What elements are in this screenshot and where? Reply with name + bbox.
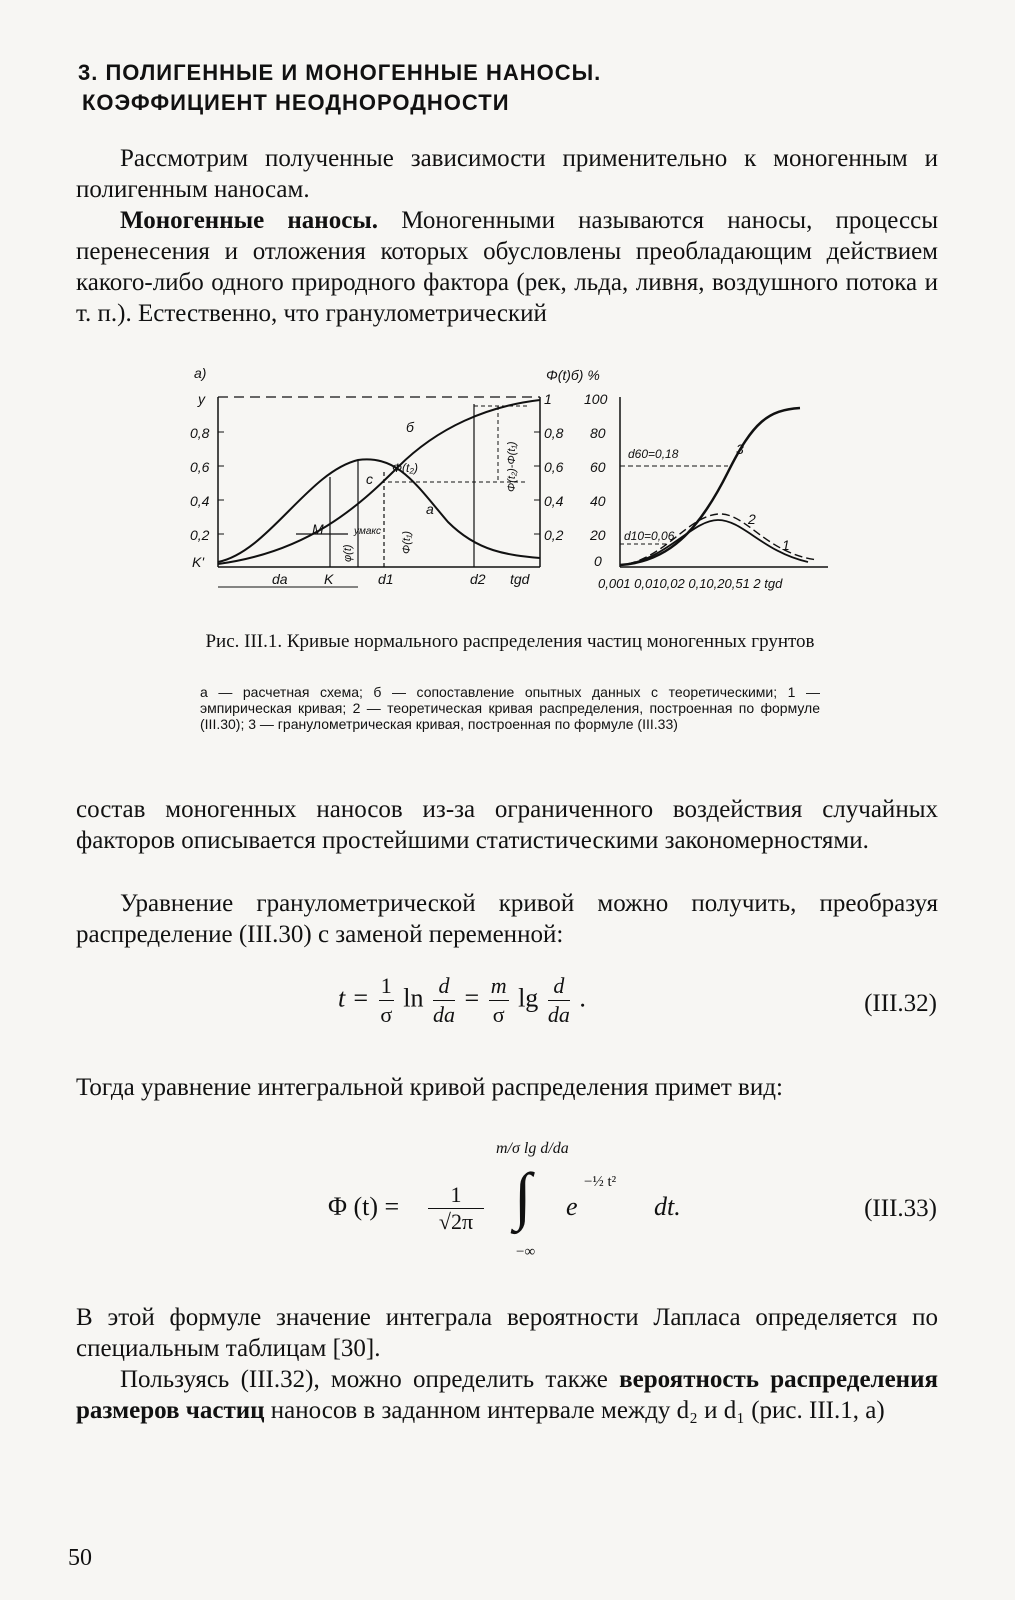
paragraph-4: Уравнение гранулометрической кривой можно получить, преобразуя распределение (III.30) с заменой переменной:	[76, 890, 938, 948]
eq32-sigma: σ	[380, 1002, 393, 1027]
mid-ticks	[534, 391, 564, 543]
term-probability: вероятность распределения размеров частиц	[76, 1366, 938, 1424]
x-label-d1: d1	[378, 571, 394, 587]
figure-III-1	[188, 362, 848, 612]
phi-t-label: φ(t)	[342, 544, 354, 562]
phi-t2-label: Φ(t₂)	[392, 461, 418, 475]
x-label-k: K	[324, 571, 334, 587]
paragraph-7-b: наносов в заданном интервале между d₂ и d₁ (рис. III.1, а)	[264, 1397, 885, 1424]
paragraph-3: состав моногенных наносов из-за ограниченного воздействия случайных факторов описывается простейшими статистическими закономерностями.	[76, 796, 938, 854]
section-heading	[78, 58, 601, 118]
eq32-end: .	[579, 983, 586, 1013]
eq33-e: e	[566, 1192, 578, 1221]
mid-tick-1: 1	[544, 391, 552, 407]
curve-2-label: 2	[748, 511, 756, 527]
eq33-number: (III.33)	[864, 1195, 937, 1222]
x-labels-b: 0,001 0,010,02 0,10,20,51 2 tgd	[598, 576, 783, 591]
term-monogenic: Моногенные наносы.	[120, 207, 379, 234]
mid-tick-0-4: 0,4	[544, 493, 564, 509]
tick-0-4: 0,4	[190, 493, 210, 509]
eq32-d2: d	[548, 972, 570, 1001]
eq33-sqrt: √2π	[438, 1209, 474, 1234]
paragraph-2-text: Моногенными называются наносы, процессы перенесения и отложения которых обусловлены преобладающим действием какого-либо одного природного фактора (рек, льда, ливня, воздушного потока и т. п.). Естественно, что гранулометрический	[76, 207, 938, 327]
curve-b-label: б	[406, 419, 414, 435]
paragraph-1: Рассмотрим полученные зависимости применительно к моногенным и полигенным наносам.	[76, 145, 938, 203]
tick-0-2: 0,2	[190, 527, 210, 543]
page-number: 50	[68, 1545, 92, 1571]
pct-ticks	[584, 391, 608, 569]
paragraph-6: В этой формуле значение интеграла вероятности Лапласа определяется по специальным таблицам [30].	[76, 1304, 938, 1362]
figure-legend: а — расчетная схема; б — сопоставление опытных данных с теоретическими; 1 — эмпирическая кривая; 2 — теоретическая кривая распределения, построенная по формуле (III.30); 3 — гранулометрическая кривая, построенная по формуле (III.33)	[200, 684, 820, 732]
integral-sign: ∫	[514, 1160, 532, 1231]
pct-40: 40	[590, 493, 606, 509]
eq33-upper-limit: m/σ lg d/da	[496, 1140, 569, 1157]
eq33-lhs: Φ (t) =	[328, 1192, 400, 1221]
eq32-da: da	[433, 1002, 456, 1027]
point-c-label: с	[366, 471, 373, 487]
panel-a-label: а)	[194, 365, 207, 381]
eq32-one: 1	[379, 972, 394, 1001]
k-prime-label: K'	[192, 554, 205, 570]
phi-t1-label: Φ(t₁)	[401, 530, 413, 554]
eq32-lg: lg	[518, 983, 539, 1013]
mid-tick-0-8: 0,8	[544, 425, 564, 441]
pct-100: 100	[584, 391, 608, 407]
eq32-m: m	[489, 972, 509, 1001]
left-ticks	[190, 425, 224, 570]
eq32-d: d	[433, 972, 455, 1001]
pct-80: 80	[590, 425, 606, 441]
right-axis-title: Φ(t)б) %	[546, 367, 600, 383]
point-m-label: М	[312, 521, 324, 537]
eq32-sigma2: σ	[492, 1002, 505, 1027]
curve-3-label: 3	[736, 441, 744, 457]
x-label-da: da	[272, 571, 288, 587]
tick-0-6: 0,6	[190, 459, 210, 475]
diff-label: Φ(t₂)-Φ(t₁)	[506, 441, 518, 492]
figure-caption: Рис. III.1. Кривые нормального распределения частиц моногенных грунтов	[205, 631, 815, 652]
figure-svg	[188, 362, 848, 612]
ymax-label: yмакс	[354, 526, 382, 537]
curve-1-label: 1	[782, 537, 790, 553]
eq32-t: t =	[338, 983, 370, 1013]
mid-tick-0-2: 0,2	[544, 527, 564, 543]
equation-32	[338, 972, 586, 1029]
eq33-fraction	[428, 1182, 484, 1235]
paragraph-5: Тогда уравнение интегральной кривой распределения примет вид:	[76, 1074, 783, 1101]
eq32-eq: =	[464, 983, 480, 1013]
heading-line-2: КОЭФФИЦИЕНТ НЕОДНОРОДНОСТИ	[82, 90, 510, 115]
mid-tick-0-6: 0,6	[544, 459, 564, 475]
paragraph-2	[76, 205, 938, 329]
normal-curve-a	[218, 459, 540, 562]
pct-0: 0	[594, 553, 602, 569]
equation-33	[328, 1140, 748, 1270]
d60-label: d60=0,18	[628, 447, 679, 461]
tick-0-8: 0,8	[190, 425, 210, 441]
eq32-ln: ln	[403, 983, 424, 1013]
eq33-dt: dt.	[654, 1192, 681, 1221]
paragraph-7	[76, 1364, 938, 1426]
eq32-number: (III.32)	[864, 990, 937, 1017]
eq33-lower-limit: −∞	[516, 1244, 536, 1260]
paragraph-7-a: Пользуясь (III.32), можно определить также	[120, 1366, 620, 1393]
eq33-one: 1	[428, 1182, 484, 1209]
eq33-exponent: −½ t²	[584, 1174, 617, 1190]
d10-label: d10=0,06	[624, 529, 675, 543]
y-axis-label: y	[198, 391, 205, 407]
integral-curve-b	[218, 400, 540, 564]
x-label-tgd-a: tgd	[510, 571, 530, 587]
curve-a-label: а	[426, 501, 434, 517]
x-label-d2: d2	[470, 571, 486, 587]
heading-line-1: 3. ПОЛИГЕННЫЕ И МОНОГЕННЫЕ НАНОСЫ.	[78, 60, 602, 85]
pct-60: 60	[590, 459, 606, 475]
eq32-da2: da	[547, 1002, 570, 1027]
pct-20: 20	[590, 527, 606, 543]
